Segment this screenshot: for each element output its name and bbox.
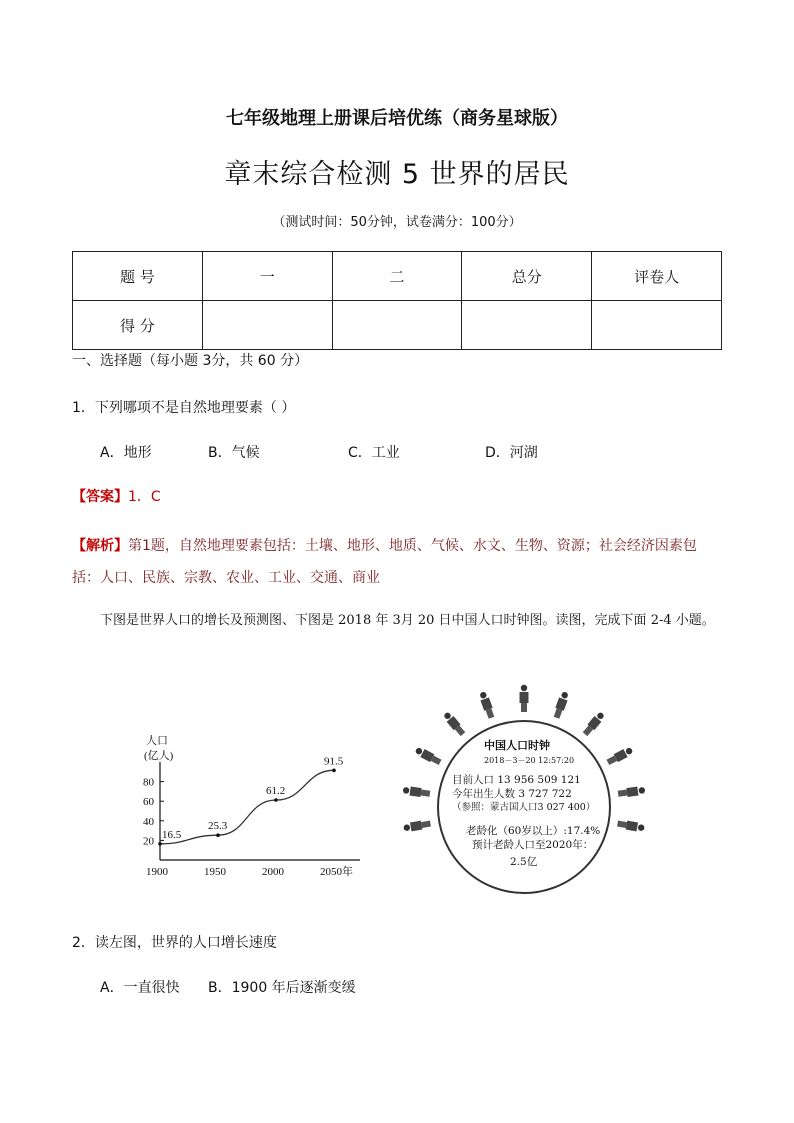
score-table: [72, 251, 722, 350]
table-cell: 总分: [462, 252, 592, 301]
clock-reference: （参照：蒙古国人口3 027 400）: [452, 802, 596, 813]
answer-text: 1．C: [128, 489, 161, 505]
person-icon: [617, 819, 645, 833]
person-icon: [606, 746, 634, 767]
person-icon: [478, 691, 496, 720]
data-label: 16.5: [162, 828, 182, 841]
paper-title: 章末综合检测 5 世界的居民: [224, 159, 570, 190]
population-line: [160, 770, 334, 844]
table-cell: 一: [202, 252, 332, 301]
exam-note: （测试时间：50分钟，试卷满分：100分）: [272, 215, 522, 230]
score-table-score-row: [73, 301, 722, 350]
data-label: 61.2: [266, 785, 286, 798]
clock-title: 中国人口时钟: [484, 739, 550, 752]
table-cell: 二: [332, 252, 462, 301]
score-table-header-row: [73, 252, 722, 301]
data-point: [274, 798, 278, 802]
person-icon: [617, 786, 645, 799]
x-tick-label: 2000: [262, 866, 284, 878]
population-chart: [138, 728, 383, 880]
answer-tag: 【答案】: [72, 489, 128, 505]
person-icon: [552, 691, 570, 720]
section-heading: 一、选择题（每小题 3分，共 60 分）: [72, 353, 309, 369]
person-icon: [442, 710, 466, 737]
clock-current-pop: 目前人口 13 956 509 121: [452, 774, 581, 786]
x-tick-label: 2050年: [320, 866, 353, 878]
x-tick-label: 1950: [204, 866, 226, 878]
data-label: 91.5: [324, 755, 344, 768]
clock-forecast-value: 2.5亿: [510, 856, 538, 868]
paper-subtitle: 七年级地理上册课后培优练（商务星球版）: [226, 108, 568, 129]
question-2-options: [100, 977, 700, 997]
score-input-cell[interactable]: [332, 301, 462, 350]
population-clock: [398, 684, 656, 894]
score-input-cell[interactable]: [202, 301, 332, 350]
question-1-stem: 1．下列哪项不是自然地理要素（ ）: [72, 400, 296, 416]
y-tick-label: 40: [143, 815, 154, 828]
clock-aging: 老龄化（60岁以上）:17.4%: [466, 825, 601, 837]
person-icon: [414, 746, 442, 767]
answer-line: [72, 486, 161, 506]
y-tick-label: 80: [143, 776, 154, 789]
x-tick-label: 1900: [146, 866, 168, 878]
score-input-cell[interactable]: [462, 301, 592, 350]
chart-ylabel-line2: (亿人): [144, 750, 174, 762]
analysis-tag: 【解析】: [72, 538, 128, 554]
option-a: A．一直很快: [100, 980, 180, 996]
data-point: [332, 769, 336, 773]
option-b: B．1900 年后逐渐变缓: [208, 980, 356, 996]
clock-births: 今年出生人数 3 727 722: [452, 788, 572, 800]
option-b: B．气候: [208, 445, 260, 461]
question-1-options: [100, 442, 700, 462]
table-cell: 评卷人: [592, 252, 722, 301]
person-icon: [582, 710, 606, 737]
table-cell: 题 号: [73, 252, 203, 301]
data-label: 25.3: [208, 820, 228, 833]
option-a: A．地形: [100, 445, 152, 461]
chart-ylabel-line1: 人口: [146, 735, 168, 747]
intro-paragraph: 下图是世界人口的增长及预测图、下图是 2018 年 3月 20 日中国人口时钟图。读图，完成下面 2-4 小题。: [100, 613, 715, 628]
y-tick-label: 20: [143, 835, 154, 848]
table-cell: 得 分: [73, 301, 203, 350]
question-2-stem: 2．读左图，世界的人口增长速度: [72, 935, 277, 951]
data-point: [158, 842, 162, 846]
person-icon: [520, 685, 529, 712]
score-input-cell[interactable]: [592, 301, 722, 350]
analysis-text: 第1题，自然地理要素包括：土壤、地形、地质、气候、水文、生物、资源；社会经济因素包括：人口、民族、宗教、农业、工业、交通、商业: [72, 538, 697, 586]
data-point: [216, 833, 220, 837]
analysis-paragraph: [72, 530, 712, 594]
clock-forecast: 预计老龄人口至2020年：: [472, 839, 594, 851]
person-icon: [402, 786, 430, 799]
option-d: D．河湖: [485, 445, 538, 461]
y-tick-label: 60: [143, 796, 154, 809]
person-icon: [403, 819, 431, 833]
option-c: C．工业: [348, 445, 400, 461]
clock-date: 2018－3－20 12:57:20: [484, 756, 575, 765]
